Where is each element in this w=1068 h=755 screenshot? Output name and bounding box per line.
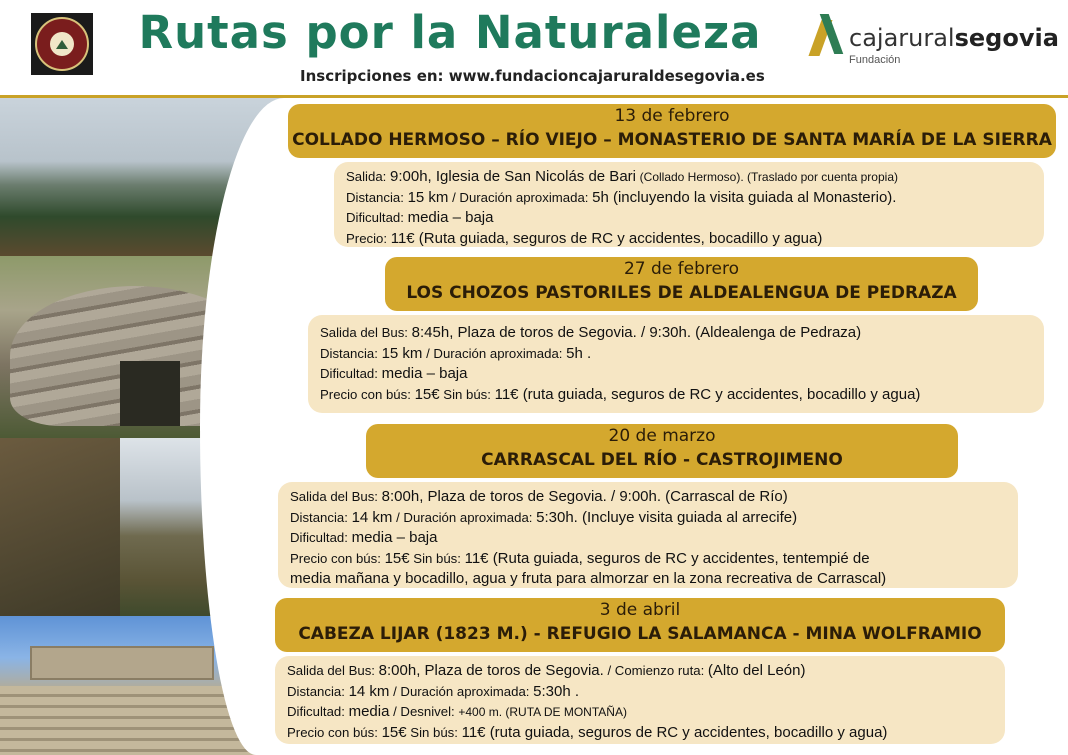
sponsor-name-light: cajarural [849,24,955,52]
route-name: CABEZA LIJAR (1823 M.) - REFUGIO LA SALAMANCA - MINA WOLFRAMIO [298,624,982,644]
detail-label: / Comienzo ruta: [607,663,705,678]
detail-label: / Duración aproximada: [396,509,533,525]
detail-label: / Duración aproximada: [426,345,563,361]
detail-label: / Duración aproximada: [452,189,589,205]
detail-value: media – baja [351,529,438,546]
detail-value: +400 m. (RUTA DE MONTAÑA) [458,705,627,719]
route-date: 3 de abril [599,600,681,620]
detail-label: Dificultad: [346,210,404,225]
detail-value: media [348,703,390,720]
detail-value: 11€ (ruta guiada, seguros de RC y accidentes, bocadillo y agua) [461,723,888,741]
detail-value: 15€ [414,385,440,403]
route-details [278,482,1018,588]
detail-label: Precio con bús: [287,724,378,740]
detail-value: 14 km [348,682,390,700]
detail-value: 15€ [381,723,407,741]
route-header [385,257,978,311]
route-date: 27 de febrero [623,259,739,279]
detail-label: Precio con bús: [290,550,381,566]
detail-label: Salida del Bus: [320,325,408,340]
detail-value: 9:00h, Iglesia de San Nicolás de Bari [390,168,636,185]
detail-value: 8:45h, Plaza de toros de Segovia. / 9:30h. (Aldealenga de Pedraza) [411,324,862,341]
detail-value: 11€ (Ruta guiada, seguros de RC y accidentes, bocadillo y agua) [390,229,823,247]
route-details [334,162,1044,247]
route-name: COLLADO HERMOSO – RÍO VIEJO – MONASTERIO DE SANTA MARÍA DE LA SIERRA [292,130,1052,150]
detail-label: Distancia: [290,509,348,525]
detail-label: Dificultad: [287,704,345,719]
detail-value: 15€ [384,549,410,567]
detail-label: Sin bús: [410,724,458,740]
route-header [275,598,1005,652]
route-name: CARRASCAL DEL RÍO - CASTROJIMENO [481,450,843,470]
route-header [366,424,958,478]
detail-extra: (Collado Hermoso). (Traslado por cuenta propia) [639,170,898,184]
sponsor-subtitle: Fundación [849,54,901,66]
detail-label: Dificultad: [320,366,378,381]
detail-value: 11€ (Ruta guiada, seguros de RC y accidentes, tentempié de [464,549,870,567]
detail-label: Salida del Bus: [287,663,375,678]
detail-label: Dificultad: [290,530,348,545]
route-date: 13 de febrero [614,106,730,126]
detail-label: Distancia: [346,189,404,205]
route-date: 20 de marzo [608,426,716,446]
detail-value: media – baja [407,209,494,226]
club-logo-icon [31,13,93,75]
detail-value: 5:30h . [533,682,579,700]
detail-value: 8:00h, Plaza de toros de Segovia. [378,662,604,679]
sponsor-name-bold: segovia [954,24,1059,52]
detail-value: 14 km [351,508,393,526]
route-name: LOS CHOZOS PASTORILES DE ALDEALENGUA DE PEDRAZA [406,283,957,303]
route-header [288,104,1056,158]
detail-label: Salida del Bus: [290,489,378,504]
detail-value: media – baja [381,365,468,382]
header [0,0,1068,95]
detail-value: 11€ (ruta guiada, seguros de RC y accidentes, bocadillo y agua) [494,385,921,403]
detail-label: Sin bús: [413,550,461,566]
detail-value: media mañana y bocadillo, agua y fruta para almorzar en la zona recreativa de Carrascal) [290,570,887,587]
detail-value: 5h (incluyendo la visita guiada al Monasterio). [592,188,897,206]
detail-label: Distancia: [320,345,378,361]
detail-label: Precio: [346,230,388,246]
detail-value: 15 km [407,188,449,206]
route-details [308,315,1044,413]
detail-label: Sin bús: [443,386,491,402]
detail-label: / Desnivel: [393,704,455,719]
registration-link-text: Inscripciones en: www.fundacioncajaruraldesegovia.es [300,67,765,85]
sponsor-logo [815,14,1060,70]
detail-label: Salida: [346,169,387,184]
detail-label: Precio con bús: [320,386,411,402]
route-details [275,656,1005,744]
detail-value: 5h . [566,344,592,362]
detail-value: 5:30h. (Incluye visita guiada al arrecife) [536,508,798,526]
detail-value: 8:00h, Plaza de toros de Segovia. / 9:00h. (Carrascal de Río) [381,488,788,505]
detail-value: 15 km [381,344,423,362]
detail-value: (Alto del León) [707,662,806,679]
detail-label: / Duración aproximada: [393,683,530,699]
detail-label: Distancia: [287,683,345,699]
page-title: Rutas por la Naturaleza [138,6,762,59]
